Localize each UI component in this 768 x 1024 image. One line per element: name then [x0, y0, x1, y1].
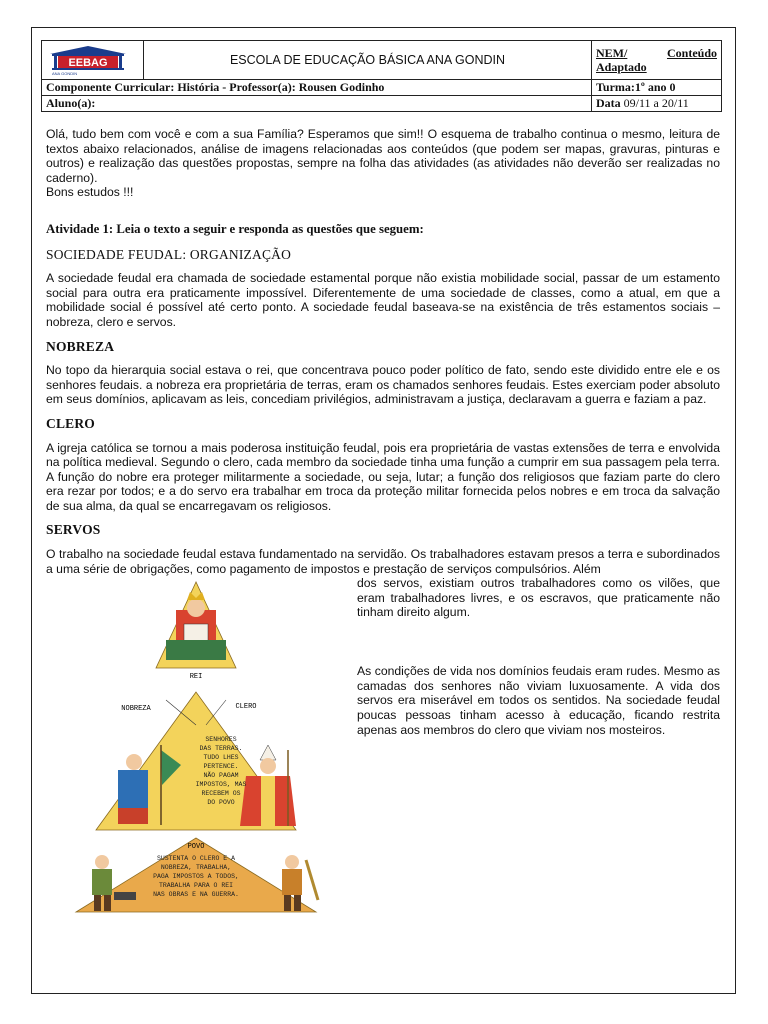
data-cell: Data 09/11 a 20/11	[592, 96, 722, 112]
logo-subtext: ANA GONDIN	[52, 70, 78, 76]
heading-nobreza: NOBREZA	[46, 338, 115, 354]
svg-text:PAGA IMPOSTOS A TODOS,: PAGA IMPOSTOS A TODOS,	[153, 873, 239, 881]
turma: Turma:1º ano 0	[592, 80, 722, 96]
heading-sociedade-feudal: SOCIEDADE FEUDAL: ORGANIZAÇÃO	[46, 246, 292, 262]
paragraph-servos: O trabalho na sociedade feudal estava fundamentado na servidão. Os trabalhadores estavam presos a terra e subordinados a uma série de obrigações, como pagamento de impostos e prestação de serviços compulsórios. Além	[46, 547, 720, 576]
label-povo: POVO	[187, 843, 205, 852]
servos-continued: dos servos, existiam outros trabalhadores como os vilões, que eram trabalhadores livres, e os escravos, que praticamente não tinham direito algum.	[357, 576, 720, 620]
heading-servos: SERVOS	[46, 522, 101, 538]
feudal-pyramid-figure	[56, 580, 346, 899]
svg-text:DO POVO: DO POVO	[207, 799, 235, 807]
svg-text:TUDO LHES: TUDO LHES	[203, 754, 239, 762]
aluno-field[interactable]: Aluno(a):	[42, 96, 592, 112]
feudal-pyramid-illustration	[56, 580, 346, 915]
school-building-icon	[46, 45, 130, 71]
paragraph-sociedade-feudal: A sociedade feudal era chamada de sociedade estamental porque não existia mobilidade social, passar de um estamento social para outra era praticamente impossível. Diferentemente de uma sociedade de classes, como a atual, em que a mobilidade social é possível até certo ponto. A sociedade feudal baseava-se na existência de três estamentos sociais – nobreza, clero e servos.	[46, 271, 720, 329]
header-table	[41, 40, 722, 112]
paragraph-nobreza: No topo da hierarquia social estava o rei, que concentrava pouco poder político de fato, sendo este dividido entre ele e os senhores feudais. a nobreza era proprietária de terras, eram os chamados senhores feudais. Estes exerciam poder absoluto em seus domínios, aplicavam as leis, concediam privilégios, administravam a justiça, declaravam a guerra e faziam a paz.	[46, 363, 720, 407]
label-clero: CLERO	[235, 703, 257, 712]
label-nobreza: NOBREZA	[121, 705, 151, 714]
svg-text:SENHORES: SENHORES	[205, 736, 237, 744]
intro-closing: Bons estudos !!!	[46, 185, 134, 200]
svg-text:NAS OBRAS E NA GUERRA.: NAS OBRAS E NA GUERRA.	[153, 891, 239, 899]
svg-text:IMPOSTOS, MAS: IMPOSTOS, MAS	[195, 781, 247, 789]
conditions-paragraph: As condições de vida nos domínios feudais eram rudes. Mesmo as camadas dos senhores não viviam luxuosamente. A vida dos servos era miserável em todos os sentidos. Na sociedade feudal poucas pessoas tinham acesso à educação, ficando restrita apenas aos membros do clero que viviam nos mosteiros.	[357, 664, 720, 737]
svg-text:SUSTENTA O CLERO E A: SUSTENTA O CLERO E A	[156, 855, 236, 863]
svg-text:RECEBEM OS: RECEBEM OS	[201, 790, 241, 798]
svg-text:NOBREZA, TRABALHA,: NOBREZA, TRABALHA,	[160, 864, 232, 872]
svg-text:NÃO PAGAM: NÃO PAGAM	[203, 772, 239, 780]
svg-text:PERTENCE.: PERTENCE.	[203, 763, 239, 771]
paragraph-clero: A igreja católica se tornou a mais poderosa instituição feudal, pois era proprietária de vastas extensões de terra e envolvida na política medieval. Segundo o clero, cada membro da sociedade tinha uma função a cumprir em sua passagem pela terra. A função do nobre era proteger militarmente a sociedade, ou seja, lutar; a função dos religiosos que faziam parte do clero era rezar por todos; e a do servo era trabalhar em troca da proteção militar fornecida pelos nobres e em troca da salvação de sua alma, da qual se encarregavam os religiosos.	[46, 440, 720, 513]
nem-cell: NEM/ Conteúdo Adaptado	[592, 41, 722, 80]
activity-title: Atividade 1: Leia o texto a seguir e responda as questões que seguem:	[46, 221, 424, 236]
svg-text:TRABALHA PARA O REI: TRABALHA PARA O REI	[158, 882, 234, 890]
svg-text:EEBAG: EEBAG	[68, 56, 108, 69]
logo-cell	[42, 41, 144, 80]
svg-text:DAS TERRAS.: DAS TERRAS.	[199, 745, 243, 753]
label-rei: REI	[189, 673, 203, 682]
main-content	[46, 127, 720, 899]
school-name: ESCOLA DE EDUCAÇÃO BÁSICA ANA GONDIN	[144, 41, 592, 80]
componente-curricular: Componente Curricular: História - Professor(a): Rousen Godinho	[42, 80, 592, 96]
school-logo	[46, 45, 139, 76]
heading-clero: CLERO	[46, 415, 96, 431]
intro-paragraph: Olá, tudo bem com você e com a sua Família? Esperamos que sim!! O esquema de trabalho continua o mesmo, leitura de textos abaixo relacionados, análise de imagens relacionadas aos conteúdos (que podem ser mapas, gravuras, pinturas e outros) e realização das questões propostas, sempre na folha das atividades (as atividades não deverão ser realizadas no caderno).	[46, 127, 720, 185]
